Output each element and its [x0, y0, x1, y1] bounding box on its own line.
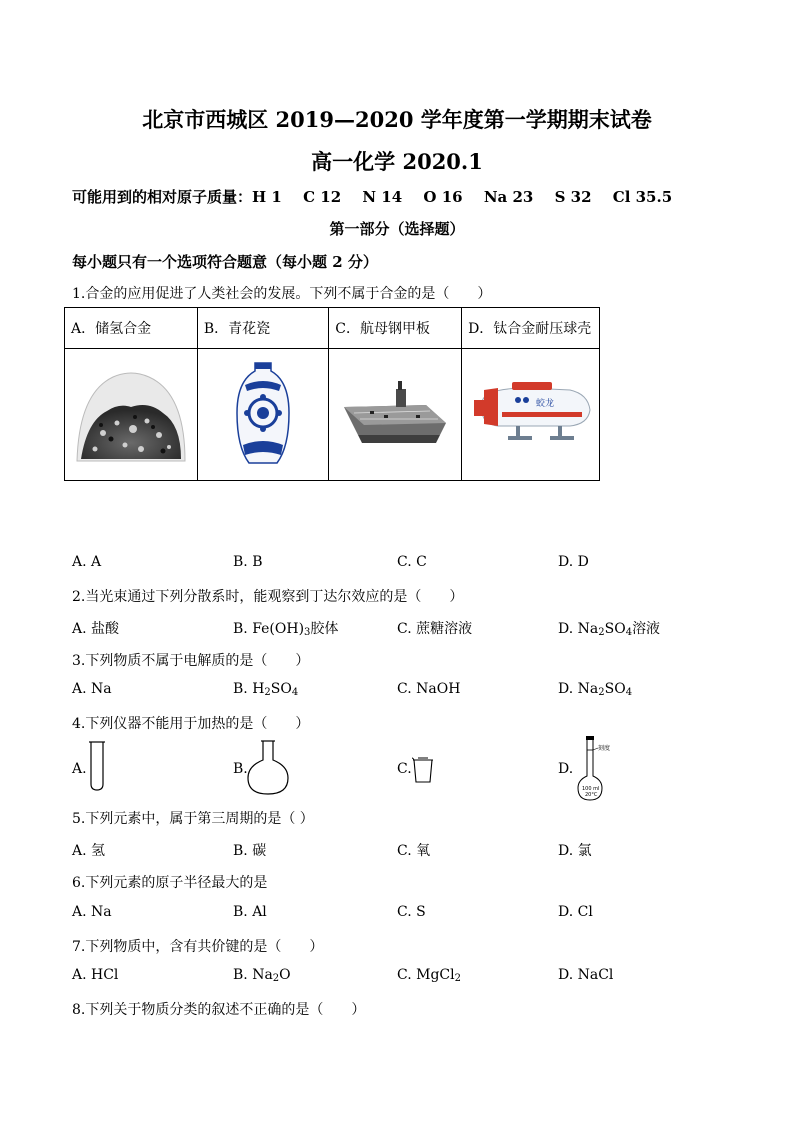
q6-option-c[interactable]: C. S	[397, 904, 426, 920]
porcelain-vase-icon	[233, 361, 293, 465]
q1-image-c	[329, 349, 462, 481]
q4-option-d[interactable]: D.	[558, 761, 574, 777]
exam-subtitle: 高一化学 2020.1	[311, 149, 483, 174]
q4-option-b[interactable]: B.	[233, 761, 248, 777]
q7-option-c[interactable]: C. MgCl$_2$	[397, 967, 461, 984]
q3-option-c[interactable]: C. NaOH	[397, 681, 461, 697]
q3-stem: 3.下列物质不属于电解质的是（ ）	[72, 653, 310, 669]
q6-option-b[interactable]: B. Al	[233, 904, 267, 920]
q2-option-a[interactable]: A. 盐酸	[72, 621, 120, 637]
q7-option-d[interactable]: D. NaCl	[558, 967, 614, 983]
q4-stem: 4.下列仪器不能用于加热的是（ ）	[72, 716, 310, 732]
atomic-mass-label: 可能用到的相对原子质量：	[72, 188, 253, 206]
submersible-text: 蛟龙	[535, 398, 554, 409]
q1-option-a[interactable]: A. A	[72, 554, 102, 570]
q5-stem: 5.下列元素中，属于第三周期的是（ ）	[72, 811, 314, 827]
atomic-mass-n: N 14	[362, 188, 403, 206]
q1-table-header-row	[65, 308, 600, 349]
flask-mark-label: 刻度	[598, 745, 611, 752]
q1-stem: 1.合金的应用促进了人类社会的发展。下列不属于合金的是（ ）	[72, 286, 492, 302]
q5-option-d[interactable]: D. 氯	[558, 843, 592, 859]
flask-temp-label: 20°C	[585, 792, 598, 798]
alloy-ore-icon	[73, 363, 189, 463]
atomic-mass-o: O 16	[423, 188, 463, 206]
flask-volume-label: 100 ml	[582, 786, 600, 792]
atomic-mass-s: S 32	[554, 188, 592, 206]
q1-header-c: C．航母钢甲板	[329, 308, 462, 349]
q4-option-a[interactable]: A.	[72, 761, 87, 777]
q1-image-d	[462, 349, 600, 481]
q8-stem: 8.下列关于物质分类的叙述不正确的是（ ）	[72, 1002, 366, 1018]
q5-option-c[interactable]: C. 氧	[397, 843, 431, 859]
q1-image-a	[65, 349, 198, 481]
submersible-icon	[468, 380, 594, 446]
atomic-mass-line	[72, 186, 672, 207]
q6-stem: 6.下列元素的原子半径最大的是	[72, 875, 268, 891]
atomic-mass-cl: Cl 35.5	[612, 188, 673, 206]
atomic-mass-na: Na 23	[483, 188, 534, 206]
q7-option-b[interactable]: B. $Na_2O$	[233, 967, 291, 984]
q2-option-d[interactable]: D. $Na_2SO_4$溶液	[558, 621, 661, 638]
q2-stem: 2.当光束通过下列分散系时，能观察到丁达尔效应的是（ ）	[72, 589, 464, 605]
exam-title: 北京市西城区 2019—2020 学年度第一学期期末试卷	[142, 107, 652, 132]
round-flask-icon	[245, 740, 291, 796]
q1-option-d[interactable]: D. D	[558, 554, 589, 570]
volumetric-flask-icon	[576, 734, 622, 802]
q3-option-a[interactable]: A. Na	[72, 681, 112, 697]
q1-table-image-row	[65, 349, 600, 481]
q4-option-c[interactable]: C.	[397, 761, 412, 777]
q3-option-d[interactable]: D. $Na_2SO_4$	[558, 681, 633, 698]
q2-option-b[interactable]: B. $Fe(OH)_3$胶体	[233, 621, 339, 638]
q7-option-a[interactable]: A. HCl	[72, 967, 119, 983]
beaker-icon	[412, 756, 434, 784]
q6-option-a[interactable]: A. Na	[72, 904, 112, 920]
atomic-mass-c: C 12	[303, 188, 342, 206]
q5-option-b[interactable]: B. 碳	[233, 843, 267, 859]
q1-option-b[interactable]: B. B	[233, 554, 263, 570]
q1-header-a: A．储氢合金	[65, 308, 198, 349]
aircraft-carrier-icon	[340, 377, 450, 449]
q1-image-b	[197, 349, 328, 481]
q1-options-table	[64, 307, 600, 481]
q7-stem: 7.下列物质中，含有共价键的是（ ）	[72, 939, 324, 955]
instruction: 每小题只有一个选项符合题意（每小题 2 分）	[72, 253, 378, 271]
test-tube-icon	[88, 740, 106, 792]
q5-option-a[interactable]: A. 氢	[72, 843, 106, 859]
q2-option-c[interactable]: C. 蔗糖溶液	[397, 621, 473, 637]
atomic-mass-h: H 1	[252, 188, 282, 206]
q1-option-c[interactable]: C. C	[397, 554, 427, 570]
part-title: 第一部分（选择题）	[329, 220, 465, 238]
q1-header-b: B．青花瓷	[197, 308, 328, 349]
q6-option-d[interactable]: D. Cl	[558, 904, 593, 920]
q3-option-b[interactable]: B. $H_2SO_4$	[233, 681, 299, 698]
q1-header-d: D．钛合金耐压球壳	[462, 308, 600, 349]
